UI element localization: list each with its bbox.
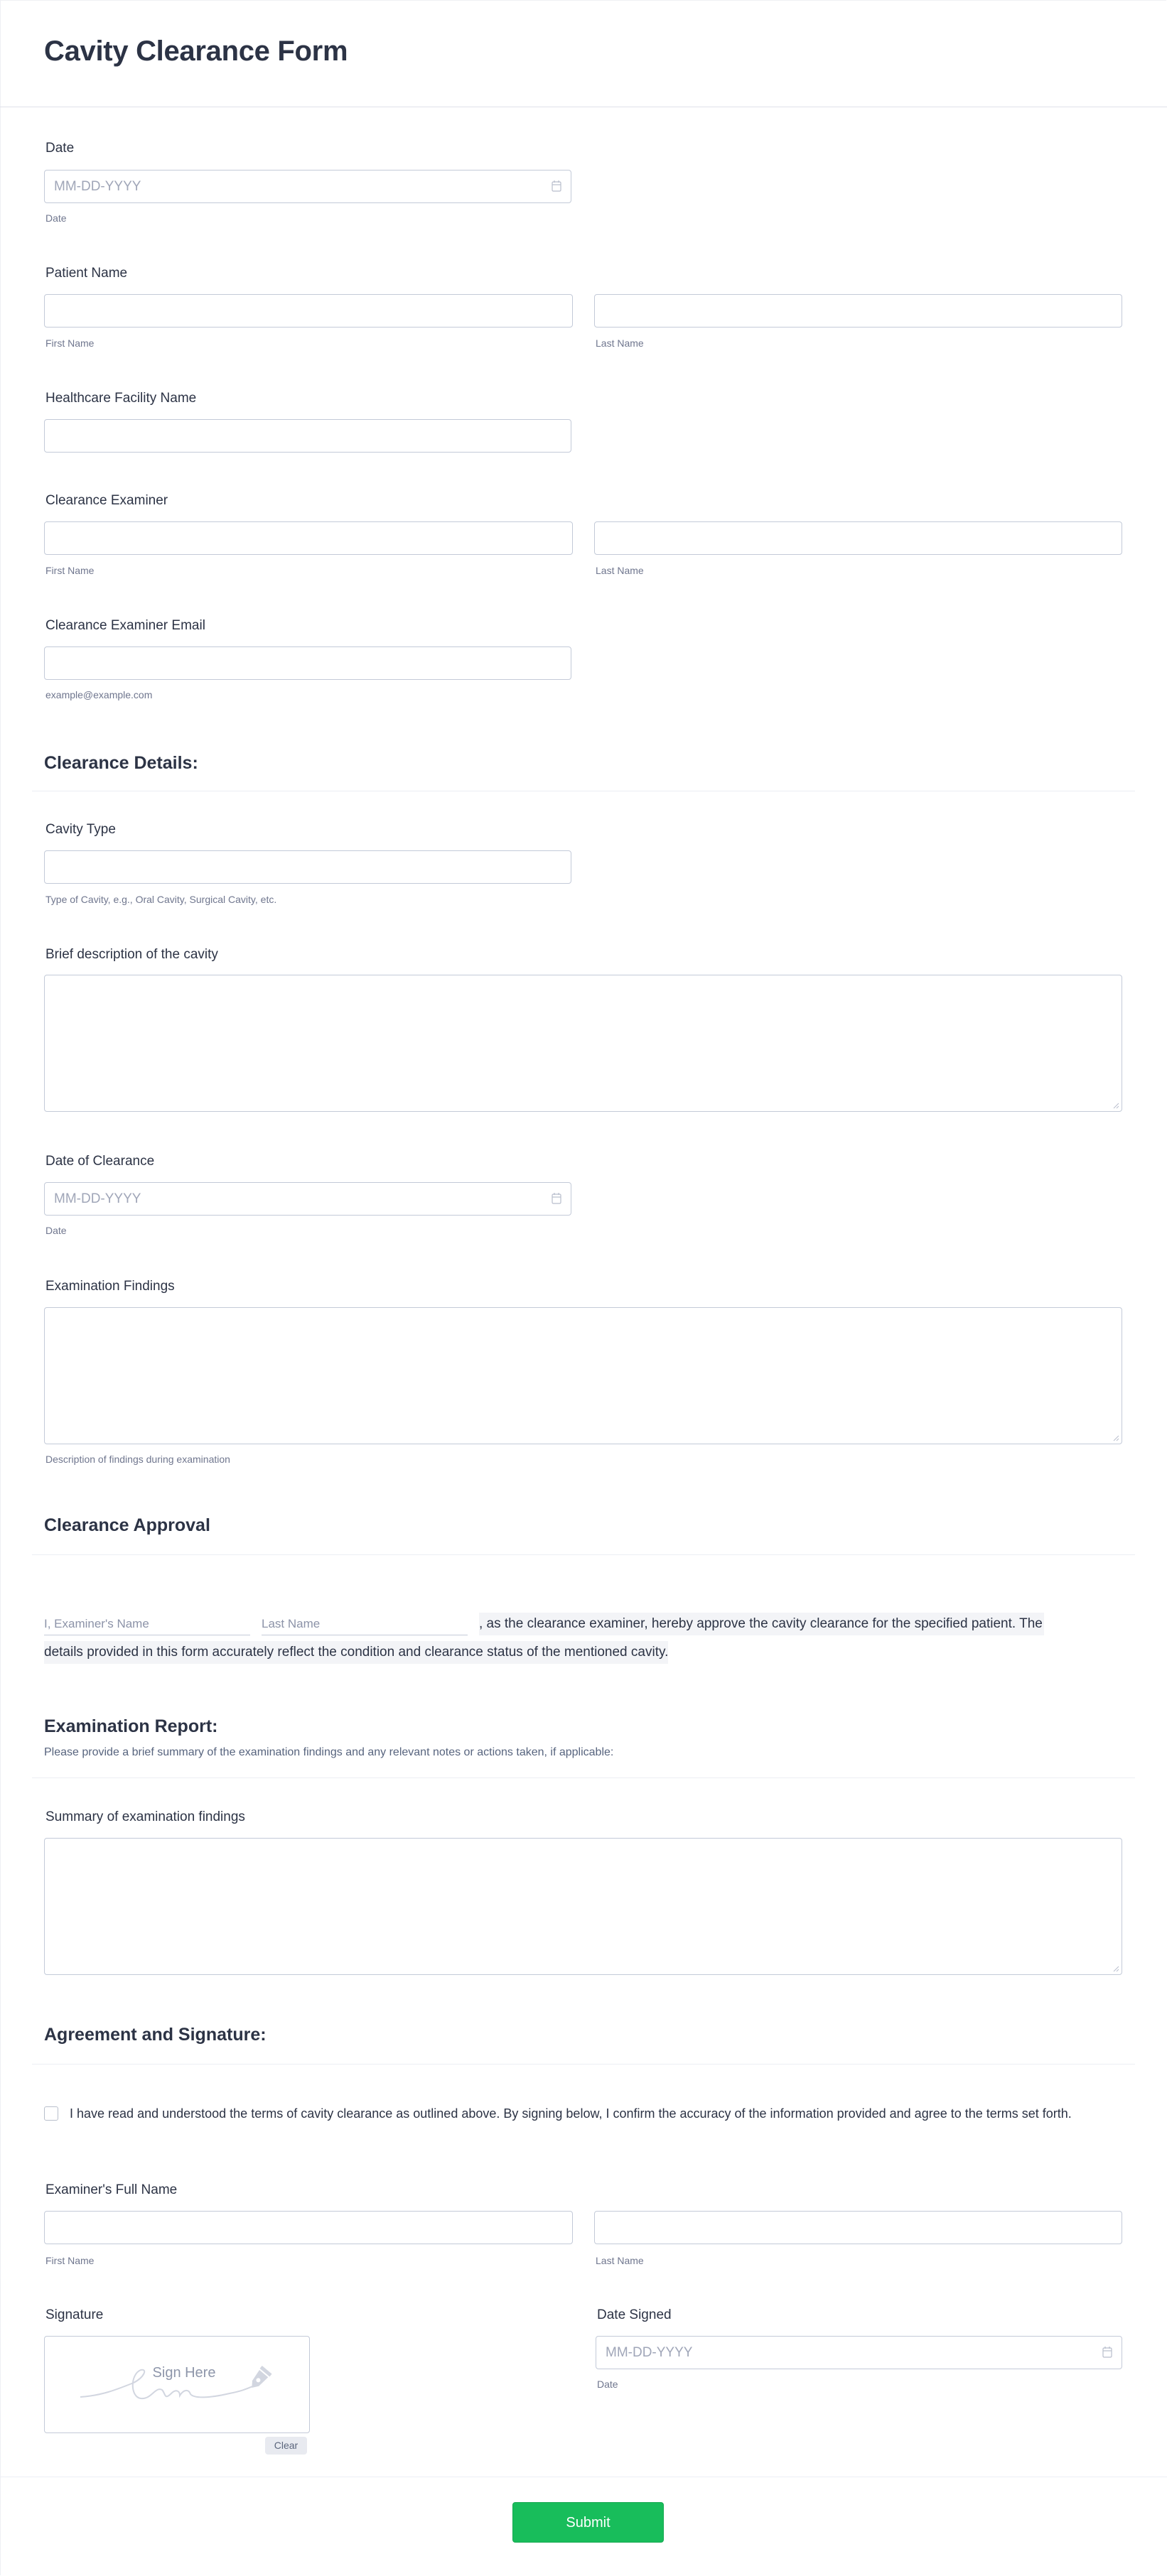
date-placeholder: MM-DD-YYYY <box>54 179 141 194</box>
date-sublabel: Date <box>45 212 67 224</box>
patient-last-name-input[interactable] <box>594 294 1122 328</box>
examiner-label: Clearance Examiner <box>45 493 168 508</box>
submit-button[interactable]: Submit <box>512 2502 664 2543</box>
findings-textarea[interactable] <box>44 1307 1122 1444</box>
date-of-clearance-label: Date of Clearance <box>45 1154 155 1169</box>
signature-pad[interactable] <box>44 2336 310 2433</box>
approval-statement-line1: , as the clearance examiner, hereby approve the cavity clearance for the specified patient. The <box>479 1613 1044 1635</box>
resize-grip-icon[interactable] <box>1112 1965 1119 1972</box>
examiner-email-input[interactable] <box>44 646 571 680</box>
findings-sublabel: Description of findings during examination <box>45 1454 230 1465</box>
sign-here-placeholder: Sign Here <box>152 2365 216 2381</box>
date-of-clearance-input[interactable] <box>44 1182 571 1216</box>
calendar-icon[interactable] <box>1102 2346 1112 2359</box>
section-divider <box>32 1777 1135 1778</box>
cavity-type-input[interactable] <box>44 850 571 884</box>
date-signed-sublabel: Date <box>597 2379 618 2390</box>
examination-report-subheading: Please provide a brief summary of the examination findings and any relevant notes or actions taken, if applicable: <box>44 1746 614 1758</box>
full-name-label: Examiner's Full Name <box>45 2182 178 2197</box>
approval-statement-line2: details provided in this form accurately reflect the condition and clearance status of the mentioned cavity. <box>44 1641 668 1664</box>
clear-signature-button[interactable]: Clear <box>265 2437 307 2455</box>
description-textarea[interactable] <box>44 975 1122 1112</box>
section-divider <box>32 1554 1135 1555</box>
page-title: Cavity Clearance Form <box>44 36 348 67</box>
patient-last-name-sublabel: Last Name <box>596 337 644 349</box>
findings-label: Examination Findings <box>45 1279 175 1294</box>
summary-textarea[interactable] <box>44 1838 1122 1975</box>
cavity-type-sublabel: Type of Cavity, e.g., Oral Cavity, Surgical Cavity, etc. <box>45 894 277 905</box>
summary-label: Summary of examination findings <box>45 1809 245 1824</box>
patient-first-name-input[interactable] <box>44 294 573 328</box>
date-of-clearance-placeholder: MM-DD-YYYY <box>54 1191 141 1206</box>
cavity-type-label: Cavity Type <box>45 822 116 837</box>
full-name-last-sublabel: Last Name <box>596 2255 644 2266</box>
agreement-heading: Agreement and Signature: <box>44 2025 267 2045</box>
approval-examiner-last-name-input[interactable]: Last Name <box>262 1614 468 1635</box>
facility-label: Healthcare Facility Name <box>45 391 197 406</box>
date-signed-label: Date Signed <box>597 2307 672 2322</box>
calendar-icon[interactable] <box>552 180 561 193</box>
date-signed-input[interactable] <box>596 2336 1122 2369</box>
resize-grip-icon[interactable] <box>1112 1434 1119 1441</box>
signature-label: Signature <box>45 2307 104 2322</box>
patient-first-name-sublabel: First Name <box>45 337 95 349</box>
facility-input[interactable] <box>44 419 571 453</box>
full-name-first-sublabel: First Name <box>45 2255 95 2266</box>
examiner-email-sublabel: example@example.com <box>45 689 153 700</box>
date-of-clearance-sublabel: Date <box>45 1225 67 1236</box>
full-name-last-input[interactable] <box>594 2211 1122 2244</box>
patient-name-label: Patient Name <box>45 266 128 281</box>
clearance-details-heading: Clearance Details: <box>44 753 198 773</box>
resize-grip-icon[interactable] <box>1112 1102 1119 1109</box>
description-label: Brief description of the cavity <box>45 947 218 962</box>
clearance-approval-heading: Clearance Approval <box>44 1515 210 1535</box>
examiner-first-name-input[interactable] <box>44 521 573 555</box>
date-input[interactable] <box>44 170 571 203</box>
examiner-email-label: Clearance Examiner Email <box>45 618 205 633</box>
calendar-icon[interactable] <box>552 1192 561 1205</box>
examiner-first-name-sublabel: First Name <box>45 565 95 576</box>
date-label: Date <box>45 141 75 156</box>
examination-report-heading: Examination Report: <box>44 1716 218 1736</box>
agreement-checkbox-text[interactable]: I have read and understood the terms of cavity clearance as outlined above. By signing below, I confirm the accuracy of the information provided and agree to the terms set forth. <box>70 2106 1072 2121</box>
approval-examiner-first-name-input[interactable]: I, Examiner's Name <box>44 1614 250 1635</box>
full-name-first-input[interactable] <box>44 2211 573 2244</box>
examiner-last-name-input[interactable] <box>594 521 1122 555</box>
date-signed-placeholder: MM-DD-YYYY <box>606 2345 693 2360</box>
examiner-last-name-sublabel: Last Name <box>596 565 644 576</box>
agreement-checkbox[interactable] <box>44 2106 58 2121</box>
